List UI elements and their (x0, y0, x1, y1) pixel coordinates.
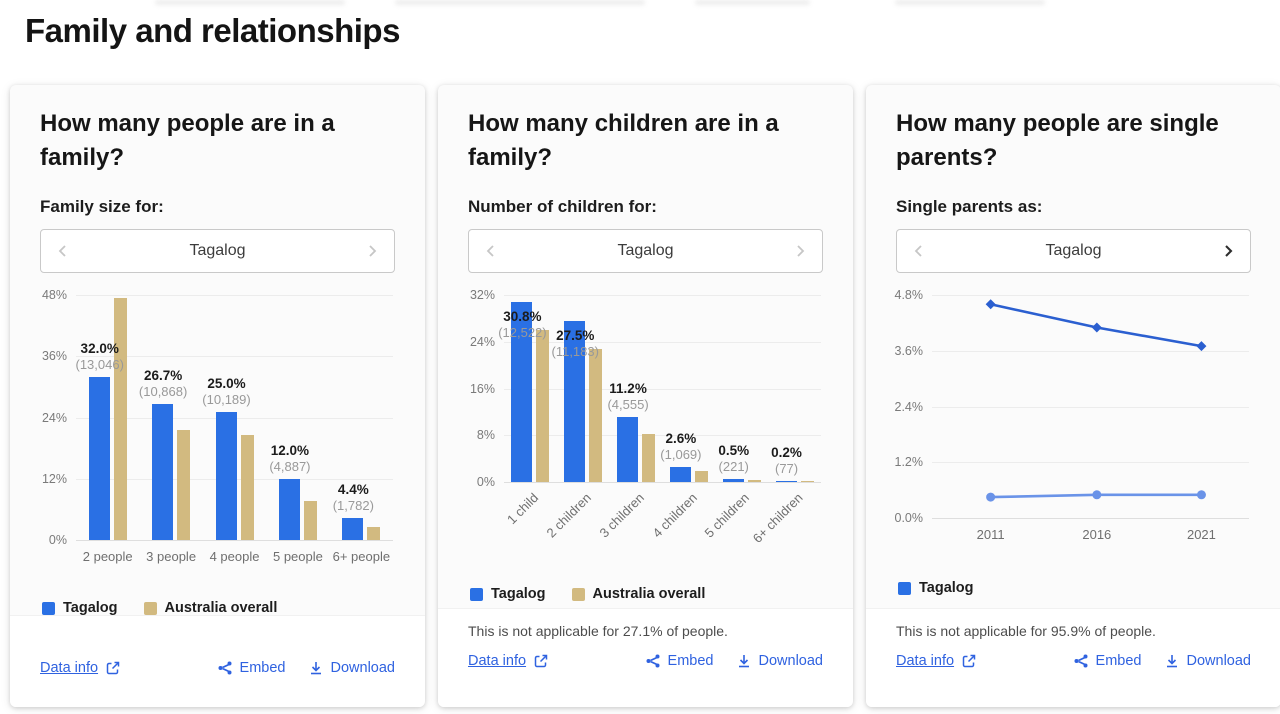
value-label (498, 308, 546, 341)
external-link-icon (105, 660, 121, 676)
bar-group (498, 295, 557, 528)
category-selector[interactable] (468, 229, 823, 273)
card-footer (866, 609, 1280, 707)
tagalog-bar (670, 467, 691, 482)
x-axis-label: 6+ children (749, 490, 806, 546)
value-percent: 27.5% (556, 328, 595, 344)
value-count: (12,522) (498, 325, 547, 341)
bar-pair (617, 417, 655, 482)
selector-next-button[interactable] (788, 239, 812, 263)
card-children-count (438, 85, 853, 707)
children-count-bar-chart (469, 288, 821, 554)
y-axis-tick: 4.8% (894, 288, 923, 302)
legend-label: Tagalog (491, 586, 546, 602)
australia-bar (536, 330, 549, 482)
tagalog-bar (723, 479, 744, 482)
x-axis-label: 2021 (1186, 527, 1216, 542)
card-family-size (10, 85, 425, 707)
y-axis-tick: 16% (469, 381, 495, 396)
y-axis-tick: 1.2% (894, 455, 923, 470)
card-footer (438, 609, 853, 707)
top-shadow (395, 0, 645, 5)
card-single-parents (866, 85, 1280, 707)
australia-bar (367, 527, 380, 540)
y-axis-tick: 24% (41, 410, 67, 425)
data-point (986, 493, 995, 502)
line-series-canvas (932, 295, 1249, 518)
selector-next-button[interactable] (1216, 239, 1240, 263)
australia-bar (801, 481, 814, 482)
gridline (76, 540, 393, 541)
download-button[interactable]: Download (736, 653, 824, 669)
legend-item (42, 600, 118, 616)
legend-item (572, 586, 706, 602)
x-axis-label: 5 people (272, 549, 323, 564)
x-axis-label: 2011 (976, 527, 1005, 542)
legend-label: Australia overall (592, 586, 706, 602)
bar-group (701, 295, 768, 541)
share-icon (1073, 653, 1089, 669)
value-label (607, 380, 648, 413)
bar-group (543, 295, 610, 541)
control-label: Family size for: (40, 197, 164, 216)
value-percent: 4.4% (337, 481, 369, 497)
value-count: (1,782) (332, 497, 374, 513)
chart-note: This is not applicable for 95.9% of people. (896, 623, 1156, 639)
y-axis-tick: 8% (476, 428, 495, 443)
chevron-left-icon (483, 243, 499, 259)
value-percent: 25.0% (207, 376, 246, 392)
value-percent: 11.2% (609, 380, 647, 396)
y-axis-tick: 24% (469, 334, 495, 349)
family-size-bar-chart (41, 288, 393, 568)
x-axis-label: 6+ people (332, 549, 391, 564)
value-count: (4,555) (607, 396, 649, 412)
data-point (1092, 323, 1102, 333)
australia-bar (114, 298, 127, 540)
legend-swatch-tagalog (898, 582, 911, 595)
legend-label: Tagalog (919, 580, 974, 596)
value-label (660, 430, 701, 463)
value-count: (4,887) (269, 458, 311, 474)
australia-bar (642, 434, 655, 482)
australia-bar (177, 430, 190, 540)
bar-group (75, 295, 139, 564)
value-label (269, 442, 310, 475)
card-title: How many children are in a family? (468, 110, 779, 171)
tagalog-bar (342, 518, 363, 540)
legend-item (470, 586, 546, 602)
tagalog-bar (152, 404, 173, 540)
y-axis-tick: 12% (41, 471, 67, 486)
control-label: Single parents as: (896, 197, 1043, 216)
bar-group (649, 295, 715, 541)
legend-label: Tagalog (63, 600, 118, 616)
chart-legend (470, 586, 823, 602)
download-button[interactable]: Download (308, 660, 396, 676)
top-shadow (155, 0, 345, 5)
bar-pair (342, 518, 380, 540)
x-axis-label: 2016 (1082, 527, 1112, 542)
x-axis-label: 5 children (701, 490, 753, 541)
legend-swatch-tagalog (42, 602, 55, 615)
value-label (333, 481, 374, 514)
chevron-right-icon (1220, 243, 1236, 259)
legend-swatch-tagalog (470, 588, 483, 601)
bar-pair (152, 404, 190, 540)
selector-prev-button[interactable] (479, 239, 503, 263)
data-info-link[interactable]: Data info (40, 660, 121, 676)
chevron-left-icon (911, 243, 927, 259)
value-label (75, 340, 123, 373)
bar-pair (670, 467, 708, 482)
top-shadow (695, 0, 810, 5)
bar-pair (279, 479, 317, 540)
card-footer (10, 616, 425, 707)
page-title: Family and relationships (25, 12, 400, 49)
bar-group (138, 295, 202, 564)
value-count: (11,183) (551, 344, 599, 360)
y-axis-tick: 36% (41, 349, 67, 364)
chart-legend (898, 580, 1251, 596)
value-percent: 12.0% (270, 442, 310, 458)
value-percent: 30.8% (503, 309, 542, 325)
value-count: (10,868) (138, 383, 188, 399)
y-axis-tick: 32% (469, 288, 495, 302)
legend-item (898, 580, 974, 596)
value-label (718, 442, 749, 475)
data-point (1197, 490, 1206, 499)
value-percent: 2.6% (665, 430, 697, 446)
y-axis-tick: 0% (476, 475, 495, 489)
chart-note (40, 630, 395, 650)
share-icon (217, 660, 233, 676)
single-parents-line-chart (894, 288, 1249, 548)
category-selector[interactable] (40, 229, 395, 273)
chevron-right-icon (792, 243, 808, 259)
top-shadow (895, 0, 1045, 5)
bar-group (202, 295, 266, 564)
x-axis-label: 4 children (649, 490, 700, 541)
card-title: How many people are single parents? (896, 110, 1219, 171)
share-icon (645, 653, 661, 669)
australia-bar (695, 471, 708, 482)
data-point (1092, 490, 1101, 499)
tagalog-bar (776, 481, 797, 482)
cards-row (10, 85, 1280, 707)
bar-group (749, 295, 821, 546)
chart-note: This is not applicable for 27.1% of people. (468, 623, 728, 639)
australia-bar (304, 501, 317, 540)
australia-bar (589, 349, 602, 482)
x-axis-label: 3 people (146, 549, 197, 564)
tagalog-bar (279, 479, 300, 540)
legend-item (144, 600, 278, 616)
value-percent: 0.5% (718, 443, 750, 459)
external-link-icon (961, 653, 977, 669)
value-count: (10,189) (202, 392, 251, 408)
tagalog-bar (89, 377, 110, 540)
australia-bar (241, 435, 254, 540)
y-axis-tick: 2.4% (894, 399, 923, 414)
australia-bar (748, 480, 761, 482)
card-title: How many people are in a family? (40, 110, 335, 171)
chart-legend (42, 600, 395, 616)
control-label: Number of children for: (468, 197, 657, 216)
download-icon (308, 660, 324, 676)
legend-label: Australia overall (164, 600, 278, 616)
x-axis-label: 2 children (543, 490, 594, 541)
value-label (552, 327, 599, 360)
chevron-left-icon (55, 243, 71, 259)
embed-button[interactable]: Embed (1073, 653, 1142, 669)
download-icon (736, 653, 752, 669)
embed-button[interactable]: Embed (217, 660, 286, 676)
value-label (771, 444, 802, 477)
selector-value: Tagalog (617, 242, 674, 259)
selector-prev-button[interactable] (51, 239, 75, 263)
bar-group (596, 295, 663, 541)
embed-button[interactable]: Embed (645, 653, 714, 669)
selector-value: Tagalog (189, 242, 246, 259)
y-axis-tick: 3.6% (894, 343, 923, 358)
data-point (1196, 341, 1206, 351)
value-count: (221) (718, 459, 749, 475)
bar-pair (776, 481, 814, 482)
plot-area (41, 288, 393, 564)
chevron-right-icon (364, 243, 380, 259)
gridline (504, 482, 821, 483)
data-info-link[interactable]: Data info (896, 653, 977, 669)
plot-area (894, 288, 1249, 542)
y-axis-tick: 48% (41, 288, 67, 302)
legend-swatch-australia (572, 588, 585, 601)
legend-swatch-australia (144, 602, 157, 615)
value-count: (77) (774, 460, 799, 476)
bar-pair (89, 298, 127, 540)
value-percent: 32.0% (80, 340, 119, 356)
y-axis-tick: 0% (48, 533, 67, 547)
x-axis-label: 1 child (503, 490, 542, 528)
value-count: (1,069) (660, 446, 702, 462)
category-selector[interactable] (896, 229, 1251, 273)
bar-group (330, 295, 393, 564)
tagalog-bar (216, 412, 237, 540)
bar-group (266, 295, 329, 564)
bar-groups (498, 295, 821, 546)
tagalog-bar (617, 417, 638, 482)
value-count: (13,046) (75, 356, 124, 372)
external-link-icon (533, 653, 549, 669)
x-axis-label: 3 children (596, 490, 647, 541)
y-axis-tick: 0.0% (894, 511, 923, 525)
selector-next-button[interactable] (360, 239, 384, 263)
selector-prev-button[interactable] (907, 239, 931, 263)
data-point (986, 299, 996, 309)
selector-value: Tagalog (1045, 242, 1102, 259)
bar-groups (75, 295, 393, 564)
x-axis-label: 2 people (82, 549, 133, 564)
download-icon (1164, 653, 1180, 669)
value-label (202, 375, 250, 408)
x-axis-label: 4 people (209, 549, 260, 564)
data-info-link[interactable]: Data info (468, 653, 549, 669)
plot-area (469, 288, 821, 546)
value-label (139, 367, 187, 400)
bar-pair (723, 479, 761, 482)
download-button[interactable]: Download (1164, 653, 1252, 669)
value-percent: 0.2% (771, 444, 802, 460)
value-percent: 26.7% (143, 367, 183, 383)
bar-pair (216, 412, 254, 540)
gridline (932, 518, 1249, 519)
